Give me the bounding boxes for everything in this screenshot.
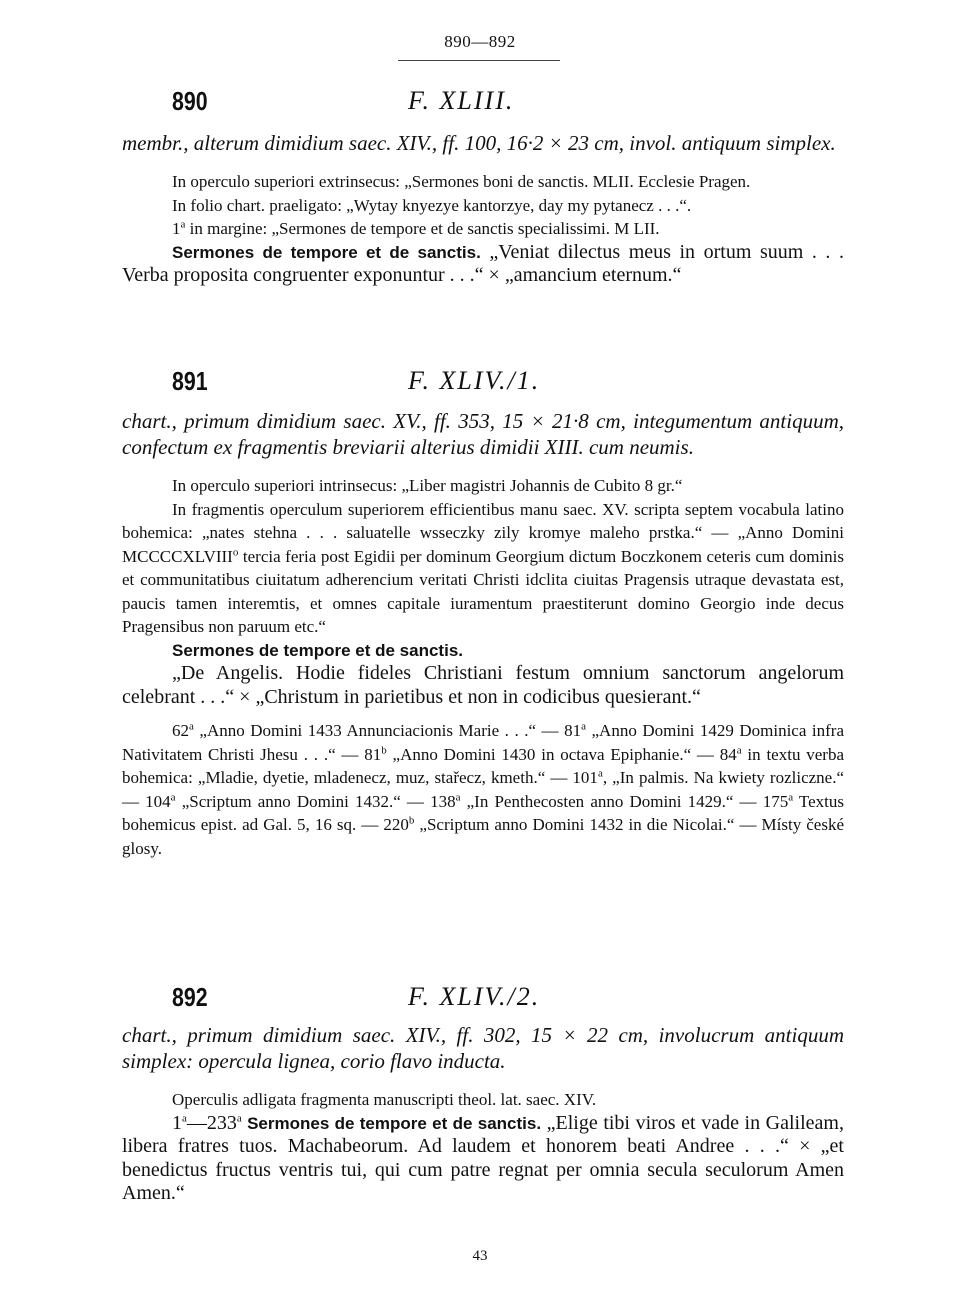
entry-890-body — [122, 130, 844, 288]
note-text: in margine: „Sermones de tempore et de sanctis specialissimi. M LII. — [185, 219, 660, 238]
note-text: „Anno Domini 1430 in octava Epiphanie.“ — 84 — [386, 744, 737, 764]
entry-description: membr., alterum dimidium saec. XIV., ff. 100, 16·2 × 23 cm, invol. antiquum simplex. — [122, 131, 836, 155]
entry-892-header — [0, 982, 960, 1016]
folio-ref: 1 — [172, 1111, 182, 1134]
note-paragraph: In folio chart. praeligato: „Wytay knyezye kantorzye, day my pytanecz . . .“. — [172, 195, 692, 215]
folio-ref: —233 — [186, 1111, 237, 1134]
note-paragraph — [122, 498, 844, 639]
page-number: 43 — [472, 1248, 488, 1264]
entry-signature: F. XLIII. — [408, 86, 515, 115]
note-text: Textus bohemicus epist. ad Gal. 5, 16 sq. — 220 — [122, 791, 845, 834]
incipit-text: „Elige tibi viros et vade in Galileam, libera fratres tuos. Machabeorum. Ad laudem et honorem beati Andree . . .“ × „et benedictus fructus ventris tui, qui cum patre regnat per omnia secula seculorum Amen Amen.“ — [122, 1111, 844, 1204]
note-paragraph — [122, 217, 844, 241]
entry-892-body — [122, 1022, 844, 1206]
folio-superscript: a — [455, 790, 461, 803]
folio-superscript: a — [788, 790, 794, 803]
entry-number: 892 — [172, 982, 208, 1012]
note-text: in textu verba bohemica: „Mladie, dyetie, mladenecz, muz, stařecz, kmeth.“ — 101 — [122, 744, 845, 787]
note-text: „Anno Domini 1433 Annunciacionis Marie . . .“ — 81 — [193, 721, 582, 740]
folio-notes-paragraph — [122, 719, 844, 860]
folio-superscript: b — [381, 743, 387, 756]
entry-number: 891 — [172, 366, 208, 396]
note-text: „Scriptum anno Domini 1432 in die Nicolai.“ — Místy české glosy. — [122, 815, 845, 858]
text-paragraph — [122, 241, 844, 288]
folio-superscript: a — [736, 743, 742, 756]
note-paragraph: In operculo superiori intrinsecus: „Liber magistri Johannis de Cubito 8 gr.“ — [172, 476, 683, 495]
section-heading: Sermones de tempore et de sanctis. — [241, 1113, 542, 1133]
entry-890-header — [0, 86, 960, 120]
note-text: tercia feria post Egidii per dominum Georgium dictum Boczkonem ceteris cum dominis et communitatibus ciuitatum adherencium veritati Christi idclita ciuitas Pragensis utraque devastata est, paucis tamen interemtis, et omnes capitale iuramentum praestiterunt domino Georgio inde decus Pragensibus non paruum etc.“ — [122, 546, 844, 636]
incipit-paragraph: „De Angelis. Hodie fideles Christiani festum omnium sanctorum angelorum celebrant . . .“ × „Christum in parietibus et non in codicibus quesierant.“ — [122, 662, 844, 708]
note-text: „In Penthecosten anno Domini 1429.“ — 175 — [460, 791, 789, 811]
folio-superscript: a — [189, 720, 194, 733]
note-text: , „In palmis. Na kwiety rozliczne.“ — 104 — [122, 768, 844, 811]
note-paragraph: In operculo superiori extrinsecus: „Sermones boni de sanctis. MLII. Ecclesie Pragen. — [172, 172, 751, 191]
note-text: In fragmentis operculum superiorem efficientibus manu saec. XV. scripta septem vocabula latino bohemica: „nates stehna . . . saluatelle wsseczky zily kromye maleho prstka.“ — „Anno Domini MCCCCXLVIII — [122, 499, 844, 566]
entry-signature: F. XLIV./2. — [408, 982, 541, 1011]
note-text: „Anno Domini 1429 Dominica infra Nativitatem Christi Jhesu . . .“ — 81 — [122, 721, 844, 764]
entry-891-header — [0, 366, 960, 400]
text-paragraph — [122, 1112, 844, 1206]
note-paragraph: Operculis adligata fragmenta manuscripti theol. lat. saec. XIV. — [172, 1090, 597, 1109]
note-text: „Scriptum anno Domini 1432.“ — 138 — [175, 791, 456, 811]
incipit-text: „Veniat dilectus meus in ortum suum . . . Verba proposita congruenter exponuntur . . .“ × „amancium eternum.“ — [122, 240, 844, 286]
entry-description: chart., primum dimidium saec. XV., ff. 353, 15 × 21·8 cm, integumentum antiquum, confectum ex fragmentis breviarii alterius dimidii XIII. cum neumis. — [122, 409, 844, 459]
folio-superscript: a — [581, 720, 586, 733]
entry-number: 890 — [172, 86, 208, 116]
folio-ref: 1 — [172, 219, 181, 238]
folio-superscript: a — [597, 767, 603, 780]
folio-superscript: a — [180, 218, 186, 231]
section-heading: Sermones de tempore et de sanctis. — [172, 640, 463, 660]
running-head: 890—892 — [444, 32, 516, 51]
section-heading: Sermones de tempore et de sanctis. — [172, 242, 481, 262]
entry-891-body — [122, 408, 844, 860]
ordinal-superscript: o — [232, 545, 239, 558]
entry-signature: F. XLIV./1. — [408, 366, 541, 395]
folio-superscript: a — [182, 1111, 187, 1124]
folio-superscript: a — [170, 790, 176, 803]
note-text: 62 — [172, 721, 189, 740]
folio-superscript: a — [236, 1111, 242, 1124]
folio-superscript: b — [408, 814, 415, 827]
running-head-rule — [398, 60, 560, 61]
section-heading-line — [122, 639, 844, 663]
entry-description: chart., primum dimidium saec. XIV., ff. 302, 15 × 22 cm, involucrum antiquum simplex: opercula lignea, corio flavo inducta. — [122, 1023, 844, 1073]
